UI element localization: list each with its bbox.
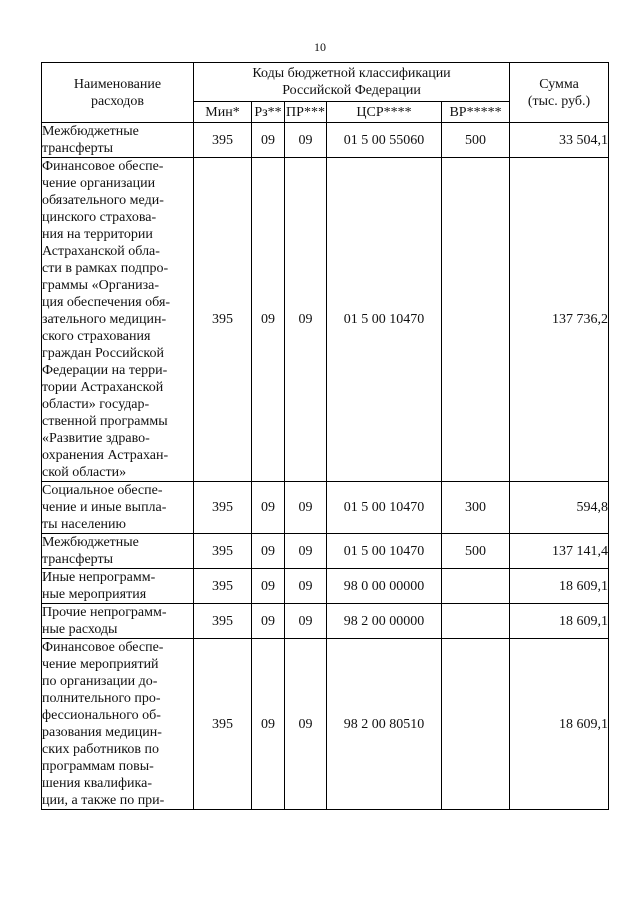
table-row: [42, 639, 609, 810]
row-sum: 18 609,1: [510, 569, 609, 604]
row-name-line: ния на территории: [42, 227, 153, 242]
row-pr: 09: [285, 534, 327, 569]
page-number: 10: [314, 40, 326, 54]
row-name-line: «Развитие здраво-: [42, 431, 150, 446]
row-csr: 98 0 00 00000: [327, 569, 442, 604]
row-name-line: Социальное обеспе-: [42, 483, 163, 498]
header-name: Наименование расходов: [42, 63, 194, 123]
row-csr: 01 5 00 10470: [327, 158, 442, 482]
row-name-line: граждан Российской: [42, 346, 164, 361]
table-row: [42, 158, 609, 482]
row-csr: 01 5 00 55060: [327, 123, 442, 158]
row-pr: 09: [285, 569, 327, 604]
row-name-line: Финансовое обеспе-: [42, 640, 164, 655]
row-min: 395: [194, 639, 252, 810]
row-min: 395: [194, 158, 252, 482]
header-vr: ВР*****: [442, 102, 510, 123]
row-min: 395: [194, 123, 252, 158]
row-min: 395: [194, 569, 252, 604]
row-name-line: ция обеспечения обя-: [42, 295, 171, 310]
row-name: [42, 639, 194, 810]
row-name-line: обязательного меди-: [42, 193, 164, 208]
row-vr: [442, 639, 510, 810]
row-rz: 09: [252, 534, 285, 569]
table-row: [42, 534, 609, 569]
row-name-line: полнительного про-: [42, 691, 161, 706]
row-name-line: Финансовое обеспе-: [42, 159, 164, 174]
row-name-line: трансферты: [42, 141, 114, 156]
row-name-line: Астраханской обла-: [42, 244, 160, 259]
row-rz: 09: [252, 158, 285, 482]
row-vr: [442, 604, 510, 639]
row-name-line: области» государ-: [42, 397, 150, 412]
row-min: 395: [194, 534, 252, 569]
row-name: [42, 123, 194, 158]
row-name: [42, 569, 194, 604]
header-csr: ЦСР****: [327, 102, 442, 123]
row-vr: [442, 158, 510, 482]
row-rz: 09: [252, 482, 285, 534]
row-name-line: ции, а также по при-: [42, 793, 165, 808]
row-name: [42, 534, 194, 569]
row-sum: 33 504,1: [510, 123, 609, 158]
row-csr: 98 2 00 80510: [327, 639, 442, 810]
row-csr: 01 5 00 10470: [327, 482, 442, 534]
row-name-line: трансферты: [42, 552, 114, 567]
row-sum: 137 736,2: [510, 158, 609, 482]
row-name-line: ского страхования: [42, 329, 151, 344]
header-codes-group: Коды бюджетной классификации Российской Федерации: [194, 63, 510, 102]
row-name-line: Межбюджетные: [42, 124, 139, 139]
table-row: [42, 123, 609, 158]
row-vr: 500: [442, 123, 510, 158]
row-name-line: по организации до-: [42, 674, 158, 689]
row-rz: 09: [252, 123, 285, 158]
budget-table: [41, 62, 609, 810]
row-rz: 09: [252, 569, 285, 604]
table-body: [42, 123, 609, 810]
header-min: Мин*: [194, 102, 252, 123]
row-vr: 500: [442, 534, 510, 569]
row-name-line: Прочие непрограмм-: [42, 605, 167, 620]
header-pr: ПР***: [285, 102, 327, 123]
row-sum: 137 141,4: [510, 534, 609, 569]
row-name-line: Федерации на терри-: [42, 363, 168, 378]
row-name-line: чение организации: [42, 176, 156, 191]
row-csr: 98 2 00 00000: [327, 604, 442, 639]
row-name-line: ских работников по: [42, 742, 159, 757]
row-name-line: Иные непрограмм-: [42, 570, 156, 585]
row-rz: 09: [252, 604, 285, 639]
row-name-line: зательного медицин-: [42, 312, 167, 327]
row-name-line: разования медицин-: [42, 725, 162, 740]
row-name: [42, 604, 194, 639]
row-min: 395: [194, 482, 252, 534]
row-name-line: ской области»: [42, 465, 127, 480]
row-sum: 594,8: [510, 482, 609, 534]
row-name-line: Межбюджетные: [42, 535, 139, 550]
row-name-line: программам повы-: [42, 759, 154, 774]
row-pr: 09: [285, 482, 327, 534]
row-name-line: шения квалифика-: [42, 776, 152, 791]
row-name-line: чение мероприятий: [42, 657, 159, 672]
row-sum: 18 609,1: [510, 604, 609, 639]
row-name-line: ственной программы: [42, 414, 168, 429]
row-name-line: граммы «Организа-: [42, 278, 160, 293]
row-name-line: фессионального об-: [42, 708, 161, 723]
row-csr: 01 5 00 10470: [327, 534, 442, 569]
row-pr: 09: [285, 604, 327, 639]
row-name-line: сти в рамках подпро-: [42, 261, 169, 276]
row-sum: 18 609,1: [510, 639, 609, 810]
table-row: [42, 482, 609, 534]
header-sum: Сумма (тыс. руб.): [510, 63, 609, 123]
row-name-line: тории Астраханской: [42, 380, 164, 395]
row-vr: [442, 569, 510, 604]
row-pr: 09: [285, 123, 327, 158]
row-vr: 300: [442, 482, 510, 534]
row-name-line: ные расходы: [42, 622, 118, 637]
row-name-line: цинского страхова-: [42, 210, 157, 225]
table-row: [42, 604, 609, 639]
row-rz: 09: [252, 639, 285, 810]
row-min: 395: [194, 604, 252, 639]
row-name-line: чение и иные выпла-: [42, 500, 167, 515]
row-name: [42, 158, 194, 482]
row-name-line: охранения Астрахан-: [42, 448, 169, 463]
row-pr: 09: [285, 639, 327, 810]
row-name-line: ты населению: [42, 517, 126, 532]
table-row: [42, 569, 609, 604]
header-row: [42, 63, 609, 102]
row-name: [42, 482, 194, 534]
row-pr: 09: [285, 158, 327, 482]
header-rz: Рз**: [252, 102, 285, 123]
row-name-line: ные мероприятия: [42, 587, 147, 602]
